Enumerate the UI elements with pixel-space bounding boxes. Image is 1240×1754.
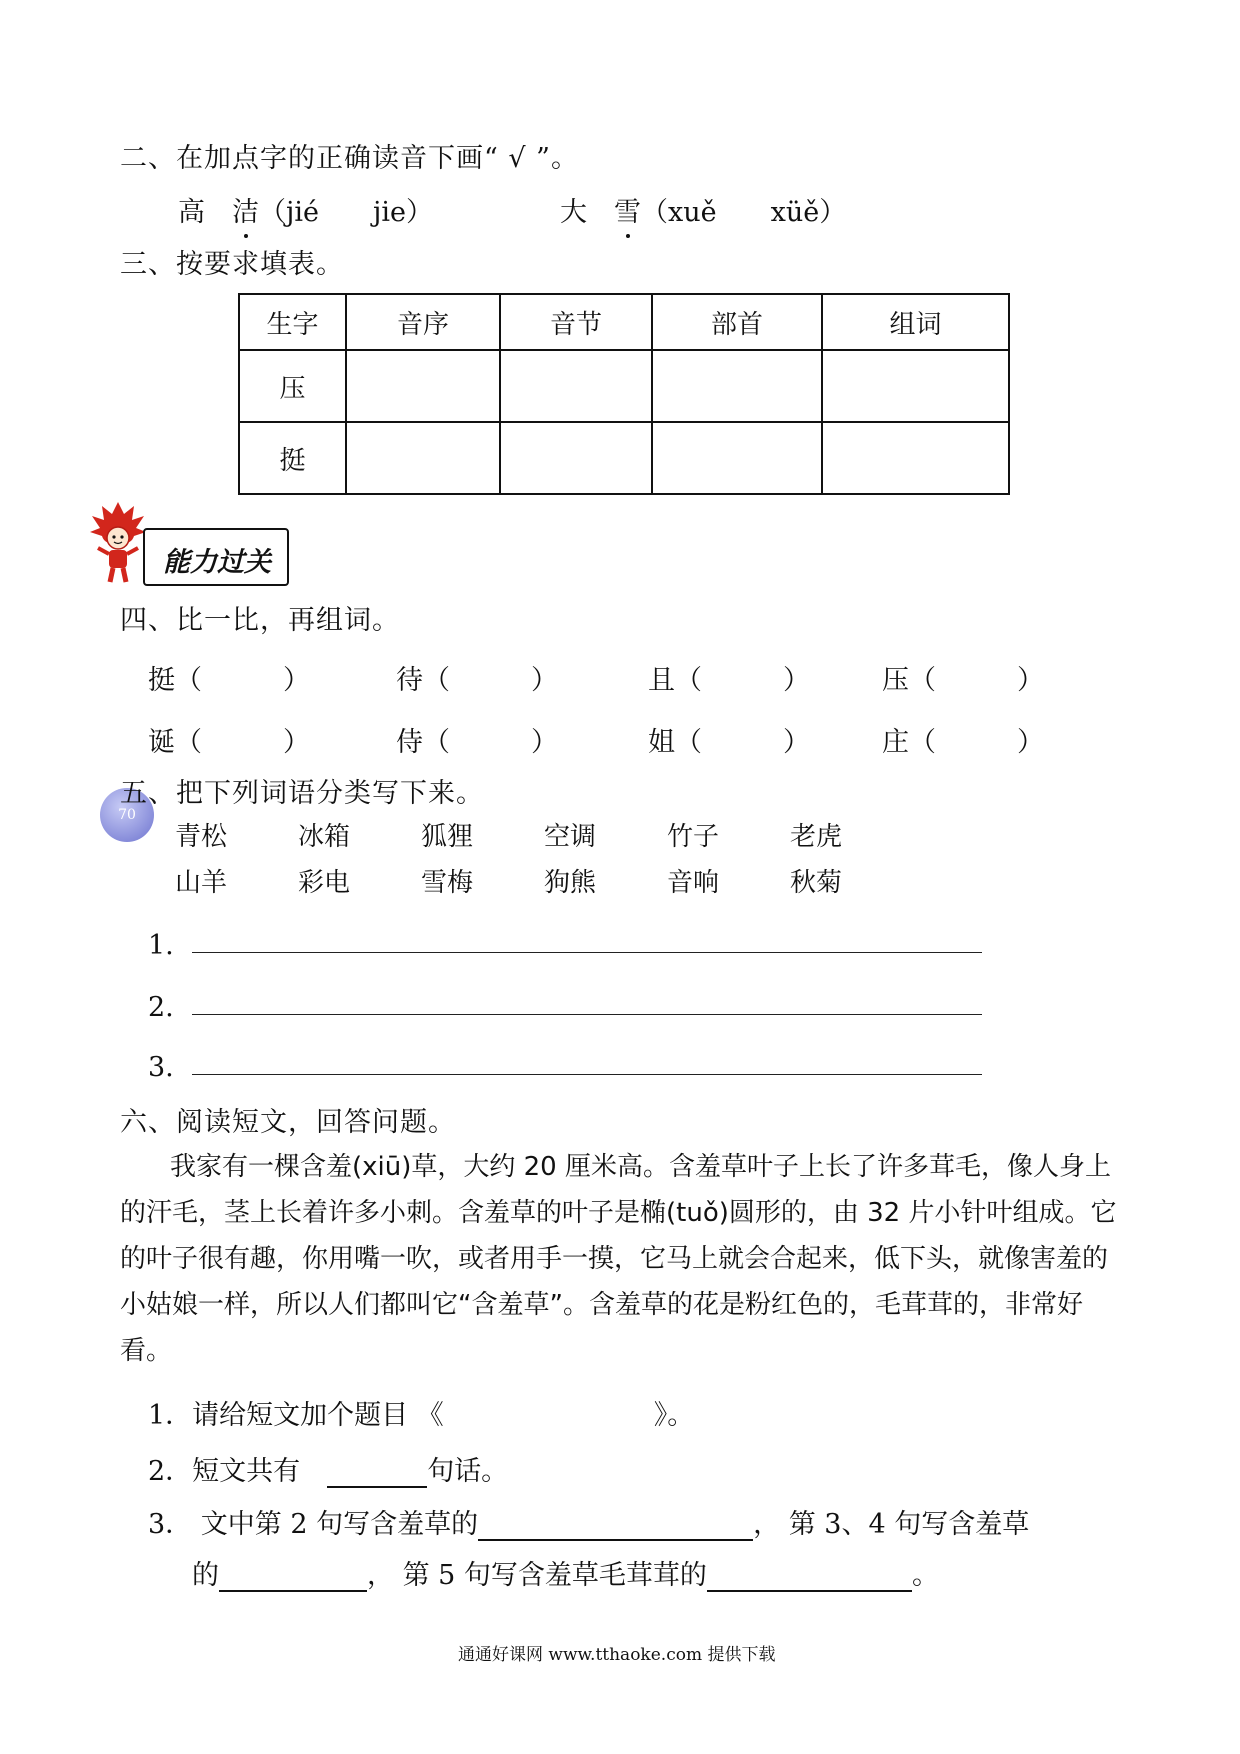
q3-title: 三、按要求填表。: [120, 249, 344, 280]
q6-q3-mid: ， 第 3、4 句写含羞草: [753, 1509, 1030, 1540]
q2-title: 二、在加点字的正确读音下画“ √ ”。: [120, 143, 579, 174]
table-cell[interactable]: [822, 350, 1009, 422]
passage-line: 我家有一棵含羞(xiū)草，大约 20 厘米高。含羞草叶子上长了许多茸毛，像人身上: [170, 1152, 1111, 1182]
q6-q2-suffix: 句话。: [427, 1456, 509, 1487]
table-row-char: 挺: [239, 422, 346, 494]
q5-word: 竹子: [667, 822, 720, 852]
q5-word: 彩电: [298, 868, 351, 898]
table-header: 组词: [822, 294, 1009, 350]
section-banner: [143, 528, 289, 586]
q2-w1-dotted-char: 洁: [232, 190, 259, 229]
q6-question-3-cont: [192, 1553, 939, 1592]
passage-line: 的叶子很有趣，你用嘴一吹，或者用手一摸，它马上就会合起来，低下头，就像害羞的: [120, 1244, 1109, 1274]
q4-item: 且（ ）: [648, 665, 810, 696]
q4-item: 诞（ ）: [148, 727, 310, 758]
q5-answer-line[interactable]: [192, 952, 982, 953]
q6-q3b-end: 。: [911, 1560, 939, 1591]
table-header: 音节: [500, 294, 652, 350]
answer-blank[interactable]: [478, 1509, 753, 1541]
q6-q3b-mid: ， 第 5 句写含羞草毛茸茸的: [367, 1560, 707, 1591]
q5-word: 秋菊: [790, 868, 843, 898]
q6-question-3: [148, 1502, 1029, 1541]
q2-w1-options: （jié jie）: [259, 197, 433, 228]
answer-blank[interactable]: [219, 1560, 367, 1592]
q4-item: 侍（ ）: [396, 727, 558, 758]
q5-answer-line[interactable]: [192, 1014, 982, 1015]
q2-w1-pre: 高: [178, 197, 205, 228]
q5-word: 狐狸: [421, 822, 474, 852]
table-cell[interactable]: [500, 350, 652, 422]
table-cell[interactable]: [652, 422, 822, 494]
q4-item: 压（ ）: [882, 665, 1044, 696]
q4-item: 姐（ ）: [648, 727, 810, 758]
q3-table: [238, 293, 1010, 495]
q5-word: 青松: [175, 822, 228, 852]
q5-word: 山羊: [175, 868, 228, 898]
q4-item: 庄（ ）: [882, 727, 1044, 758]
q5-answer-line[interactable]: [192, 1074, 982, 1075]
q2-w2-dotted-char: 雪: [614, 190, 641, 229]
table-cell[interactable]: [822, 422, 1009, 494]
q6-q3b-text: 的: [192, 1560, 219, 1591]
passage-line: 小姑娘一样，所以人们都叫它“含羞草”。含羞草的花是粉红色的，毛茸茸的，非常好: [120, 1290, 1083, 1320]
q4-item: 挺（ ）: [148, 665, 310, 696]
q5-word: 雪梅: [421, 868, 474, 898]
q6-question-1: [148, 1393, 694, 1432]
q5-blank-number: 2.: [148, 992, 174, 1023]
q2-w2-options: （xuě xüě）: [641, 197, 847, 228]
q6-question-2: [148, 1449, 508, 1488]
banner-label: 能力过关: [163, 547, 271, 578]
answer-blank[interactable]: [707, 1560, 912, 1592]
q5-word: 老虎: [790, 822, 843, 852]
fuwa-mascot-icon: [88, 500, 148, 586]
table-cell[interactable]: [652, 350, 822, 422]
sentence-count-blank[interactable]: [327, 1456, 427, 1488]
q5-word: 空调: [544, 822, 597, 852]
q5-word: 狗熊: [544, 868, 597, 898]
table-header: 部首: [652, 294, 822, 350]
table-cell[interactable]: [346, 422, 500, 494]
q5-word: 冰箱: [298, 822, 351, 852]
table-cell[interactable]: [346, 350, 500, 422]
q5-word: 音响: [667, 868, 720, 898]
q5-blank-number: 3.: [148, 1052, 174, 1083]
table-row-char: 压: [239, 350, 346, 422]
q2-word-1: [178, 190, 433, 229]
q5-title: 五、把下列词语分类写下来。: [120, 778, 484, 809]
q6-q1-close: 》。: [653, 1400, 695, 1431]
passage-line: 的汗毛，茎上长着许多小刺。含羞草的叶子是椭(tuǒ)圆形的，由 32 片小针叶组成。它: [120, 1198, 1117, 1228]
table-header: 生字: [239, 294, 346, 350]
q6-q3-text: 3． 文中第 2 句写含羞草的: [148, 1509, 479, 1540]
passage-line: 看。: [120, 1336, 173, 1366]
page-number-badge: 70: [100, 788, 154, 842]
footer-credit: 通通好课网 www.tthaoke.com 提供下载: [458, 1645, 776, 1665]
q6-title: 六、阅读短文，回答问题。: [120, 1107, 456, 1138]
q5-blank-number: 1.: [148, 930, 174, 961]
q2-w2-pre: 大: [560, 197, 587, 228]
q4-title: 四、比一比，再组词。: [120, 605, 400, 636]
q6-q1-text: 1．请给短文加个题目 《: [148, 1400, 444, 1431]
q6-q2-text: 2．短文共有: [148, 1456, 301, 1487]
table-header: 音序: [346, 294, 500, 350]
table-cell[interactable]: [500, 422, 652, 494]
q2-word-2: [560, 190, 846, 229]
q4-item: 待（ ）: [396, 665, 558, 696]
